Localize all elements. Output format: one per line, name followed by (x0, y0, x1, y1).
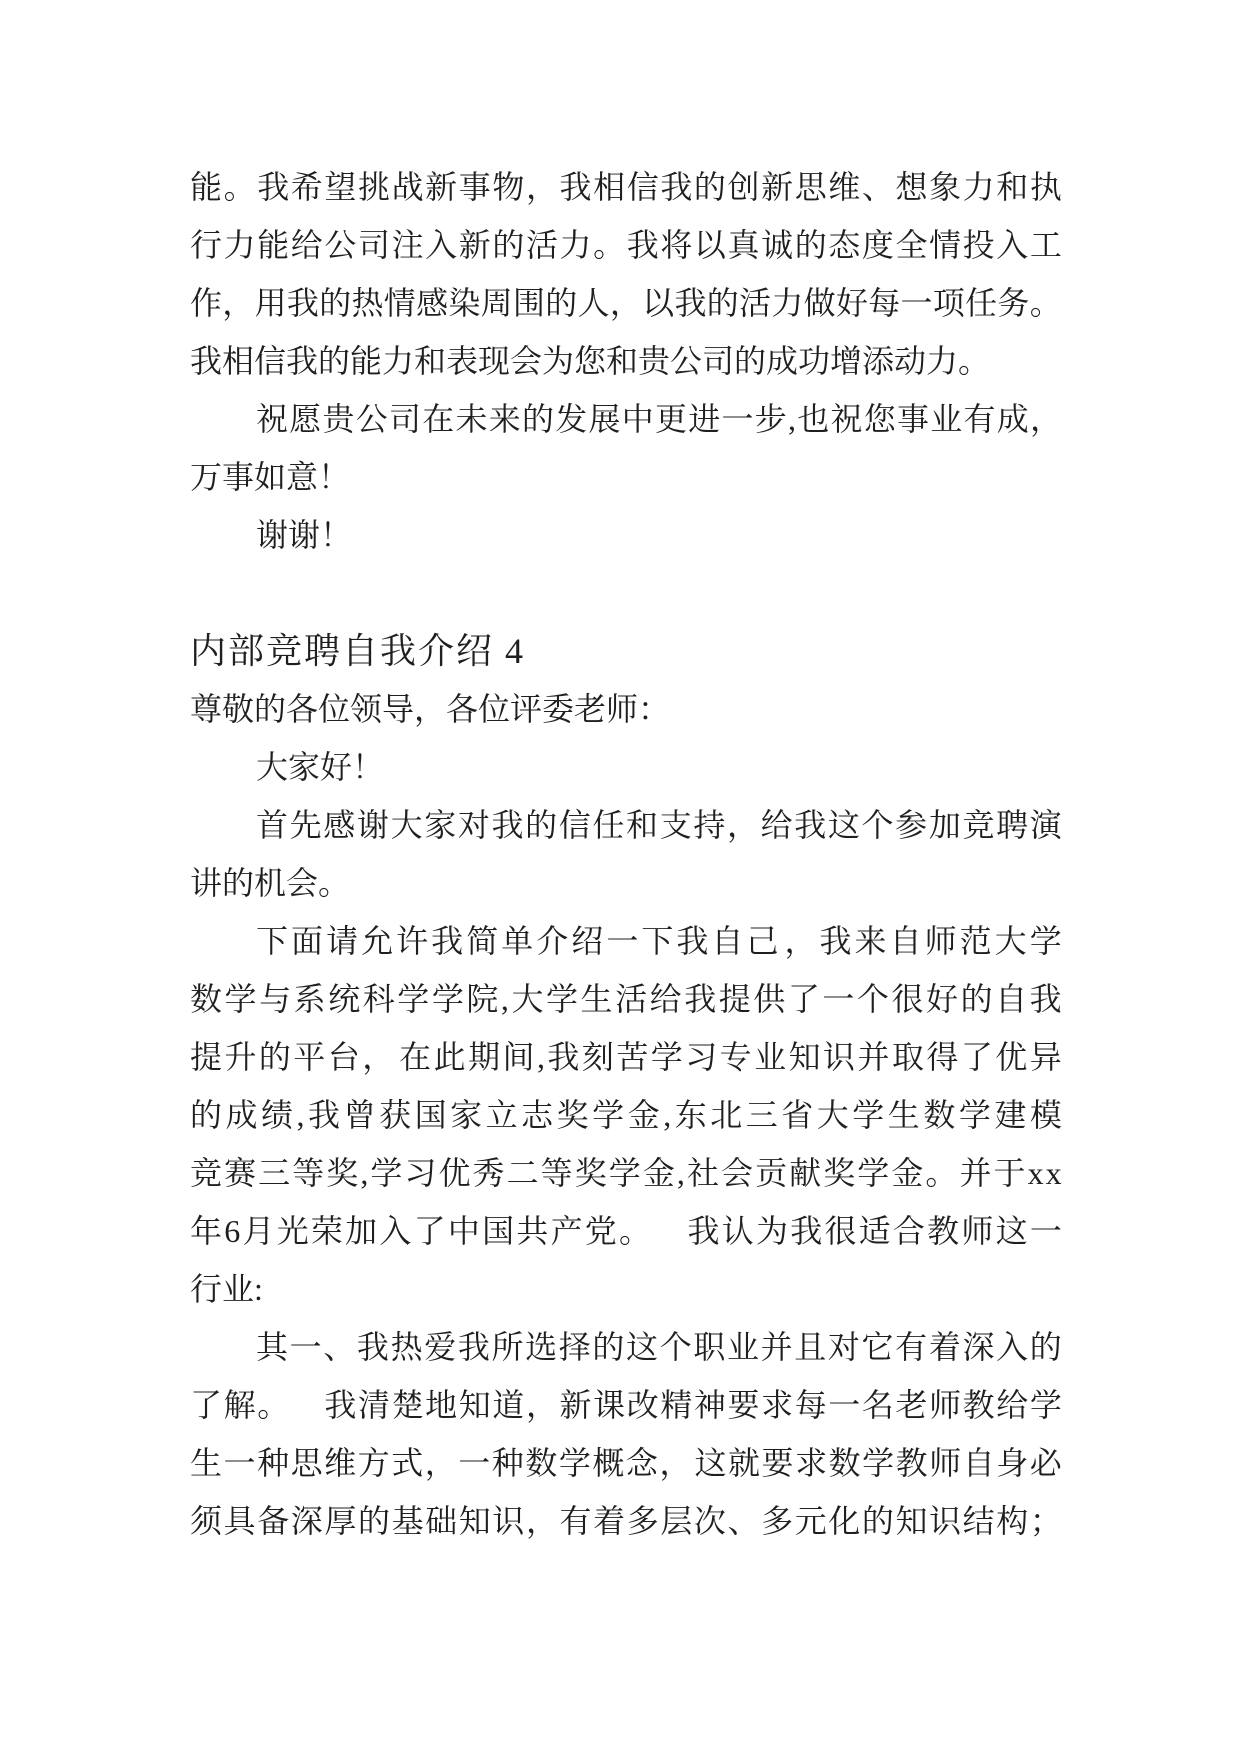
text-line: 我相信我的能力和表现会为您和贵公司的成功增添动力。 (190, 343, 991, 379)
text-line: 祝 愿 贵 公 司 在 未 来 的 发 展 中 更 进 一 步 , 也 祝 您 事 业 有 成 ， (256, 401, 1062, 437)
text-line: 能 。 我 希 望 挑 战 新 事 物 ， 我 相 信 我 的 创 新 思 维 、 想 象 力 和 执 (190, 169, 1062, 205)
text-line: 的 成 绩 , 我 曾 获 国 家 立 志 奖 学 金 , 东 北 三 省 大 学 生 数 学 建 模 (190, 1097, 1062, 1133)
text-line: 谢谢！ (256, 517, 353, 553)
text-line: 了 解 。 我 清 楚 地 知 道 ， 新 课 改 精 神 要 求 每 一 名 老 师 教 给 学 (190, 1387, 1062, 1423)
text-line: 行业: (190, 1271, 263, 1307)
text-line: 年 6 月 光 荣 加 入 了 中 国 共 产 党 。 我 认 为 我 很 适 合 教 师 这 一 (190, 1213, 1062, 1249)
text-line: 万事如意！ (190, 459, 351, 495)
document-text-block (190, 158, 1062, 1550)
text-line: 首 先 感 谢 大 家 对 我 的 信 任 和 支 持 ， 给 我 这 个 参 加 竞 聘 演 (256, 807, 1062, 843)
section-heading: 内部竞聘自我介绍 4 (190, 631, 526, 671)
text-line: 其 一 、 我 热 爱 我 所 选 择 的 这 个 职 业 并 且 对 它 有 着 深 入 的 (256, 1329, 1062, 1365)
text-line: 大家好！ (256, 749, 385, 785)
text-line: 数 学 与 系 统 科 学 学 院 , 大 学 生 活 给 我 提 供 了 一 个 很 好 的 自 我 (190, 981, 1062, 1017)
text-line: 提 升 的 平 台 ， 在 此 期 间 , 我 刻 苦 学 习 专 业 知 识 并 取 得 了 优 异 (190, 1039, 1062, 1075)
text-line: 行 力 能 给 公 司 注 入 新 的 活 力 。 我 将 以 真 诚 的 态 度 全 情 投 入 工 (190, 227, 1062, 263)
text-line: 须 具 备 深 厚 的 基 础 知 识 ， 有 着 多 层 次 、 多 元 化 的 知 识 结 构 ； (190, 1503, 1062, 1539)
text-line: 讲的机会。 (190, 865, 351, 901)
text-line: 作 ， 用 我 的 热 情 感 染 周 围 的 人 ， 以 我 的 活 力 做 好 每 一 项 任 务 。 (190, 285, 1062, 321)
text-line: 生 一 种 思 维 方 式 ， 一 种 数 学 概 念 ， 这 就 要 求 数 学 教 师 自 身 必 (190, 1445, 1062, 1481)
text-line: 尊敬的各位领导，各位评委老师： (190, 691, 671, 727)
text-line: 下 面 请 允 许 我 简 单 介 绍 一 下 我 自 己 ， 我 来 自 师 范 大 学 (256, 923, 1062, 959)
text-line: 竞 赛 三 等 奖 , 学 习 优 秀 二 等 奖 学 金 , 社 会 贡 献 奖 学 金 。 并 于 x x (190, 1155, 1062, 1191)
